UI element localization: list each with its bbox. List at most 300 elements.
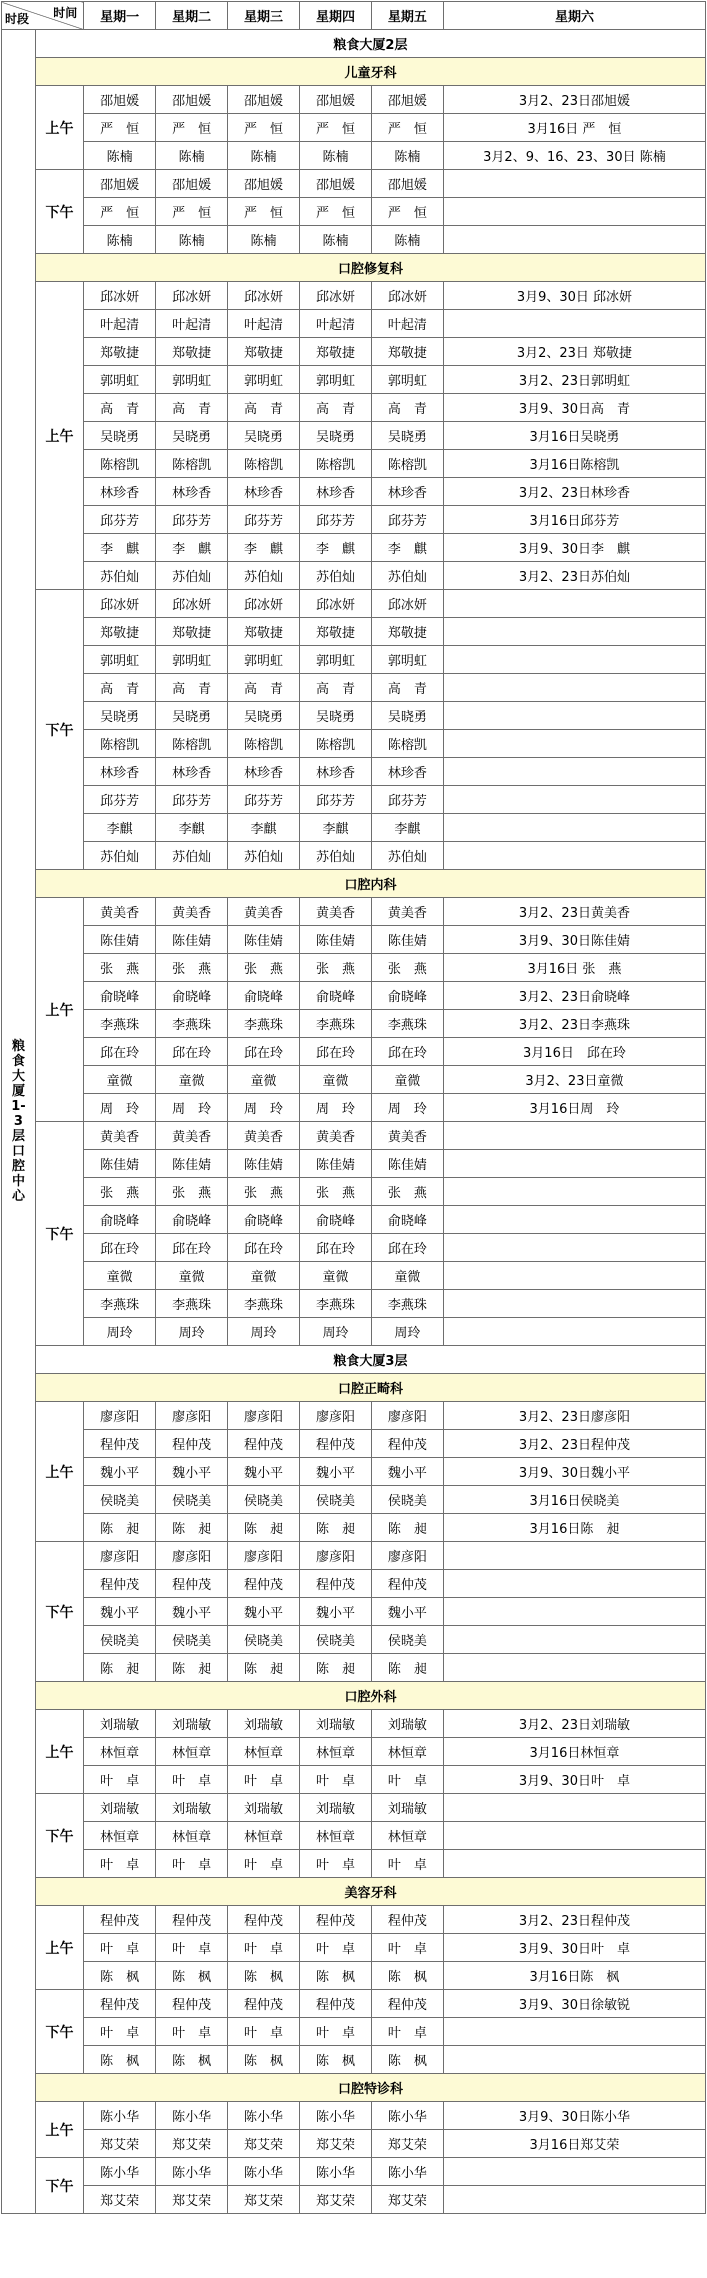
schedule-row — [2, 1066, 706, 1094]
header-row — [2, 2, 706, 30]
schedule-row — [2, 1402, 706, 1430]
schedule-row — [2, 1990, 706, 2018]
doctor-cell: 郭明虹 — [84, 646, 156, 674]
doctor-cell: 叶 卓 — [371, 1850, 443, 1878]
day-header-wednesday: 星期三 — [228, 2, 300, 30]
schedule-row — [2, 394, 706, 422]
doctor-cell: 邱冰妍 — [156, 282, 228, 310]
doctor-cell: 苏伯灿 — [300, 842, 372, 870]
saturday-cell — [443, 1262, 705, 1290]
doctor-cell: 刘瑞敏 — [156, 1710, 228, 1738]
schedule-row — [2, 1038, 706, 1066]
doctor-cell: 叶 卓 — [300, 1850, 372, 1878]
doctor-cell: 刘瑞敏 — [84, 1710, 156, 1738]
saturday-cell: 3月16日林恒章 — [443, 1738, 705, 1766]
doctor-cell: 黄美香 — [371, 1122, 443, 1150]
doctor-cell: 李燕珠 — [84, 1010, 156, 1038]
doctor-cell: 程仲茂 — [156, 1570, 228, 1598]
doctor-cell: 廖彦阳 — [156, 1542, 228, 1570]
doctor-cell: 陈佳婧 — [371, 1150, 443, 1178]
doctor-cell: 童微 — [228, 1262, 300, 1290]
doctor-cell: 叶起清 — [156, 310, 228, 338]
doctor-cell: 陈佳婧 — [156, 926, 228, 954]
doctor-cell: 郑艾荣 — [156, 2130, 228, 2158]
saturday-cell — [443, 814, 705, 842]
doctor-cell: 叶 卓 — [228, 1934, 300, 1962]
doctor-cell: 陈楠 — [156, 226, 228, 254]
doctor-cell: 邱在玲 — [156, 1038, 228, 1066]
doctor-cell: 张 燕 — [156, 954, 228, 982]
day-header-thursday: 星期四 — [300, 2, 372, 30]
doctor-cell: 叶起清 — [300, 310, 372, 338]
doctor-cell: 陈 昶 — [156, 1514, 228, 1542]
doctor-cell: 张 燕 — [300, 954, 372, 982]
building-group-cell — [2, 30, 36, 2214]
doctor-cell: 陈佳婧 — [156, 1150, 228, 1178]
schedule-row — [2, 86, 706, 114]
schedule-row — [2, 2102, 706, 2130]
doctor-cell: 郑艾荣 — [228, 2130, 300, 2158]
doctor-cell: 苏伯灿 — [156, 562, 228, 590]
doctor-cell: 陈榕凯 — [300, 450, 372, 478]
doctor-cell: 郑敬捷 — [156, 338, 228, 366]
period-morning: 上午 — [35, 1906, 83, 1990]
period-morning: 上午 — [35, 282, 83, 590]
doctor-cell: 魏小平 — [300, 1598, 372, 1626]
saturday-cell — [443, 674, 705, 702]
doctor-cell: 张 燕 — [156, 1178, 228, 1206]
doctor-cell: 周玲 — [371, 1318, 443, 1346]
doctor-cell: 童微 — [300, 1066, 372, 1094]
time-label: 时间 — [53, 6, 78, 20]
doctor-cell: 林珍香 — [156, 478, 228, 506]
schedule-row — [2, 786, 706, 814]
doctor-cell: 叶 卓 — [156, 1850, 228, 1878]
schedule-row — [2, 646, 706, 674]
doctor-cell: 郑艾荣 — [84, 2186, 156, 2214]
doctor-cell: 侯晓美 — [300, 1626, 372, 1654]
saturday-cell: 3月2、23日邵旭媛 — [443, 86, 705, 114]
schedule-row — [2, 814, 706, 842]
doctor-cell: 程仲茂 — [300, 1990, 372, 2018]
doctor-cell: 刘瑞敏 — [371, 1710, 443, 1738]
schedule-row — [2, 2158, 706, 2186]
doctor-cell: 陈小华 — [156, 2158, 228, 2186]
saturday-cell: 3月2、9、16、23、30日 陈楠 — [443, 142, 705, 170]
saturday-cell: 3月9、30日叶 卓 — [443, 1766, 705, 1794]
doctor-cell: 李燕珠 — [300, 1010, 372, 1038]
doctor-cell: 黄美香 — [228, 898, 300, 926]
doctor-cell: 林珍香 — [228, 758, 300, 786]
doctor-cell: 黄美香 — [84, 1122, 156, 1150]
doctor-cell: 邱芬芳 — [300, 506, 372, 534]
doctor-cell: 俞晓峰 — [371, 1206, 443, 1234]
doctor-cell: 吴晓勇 — [300, 422, 372, 450]
doctor-cell: 叶 卓 — [84, 1850, 156, 1878]
saturday-cell — [443, 1122, 705, 1150]
doctor-cell: 严 恒 — [300, 198, 372, 226]
schedule-row — [2, 1458, 706, 1486]
doctor-cell: 俞晓峰 — [156, 982, 228, 1010]
day-header-saturday: 星期六 — [443, 2, 705, 30]
doctor-cell: 刘瑞敏 — [371, 1794, 443, 1822]
doctor-cell: 程仲茂 — [84, 1990, 156, 2018]
saturday-cell — [443, 786, 705, 814]
saturday-cell: 3月2、23日黄美香 — [443, 898, 705, 926]
building-group-label: 粮食大厦1-3层口腔中心 — [11, 1039, 26, 1204]
schedule-row — [2, 674, 706, 702]
doctor-cell: 李麒 — [156, 814, 228, 842]
doctor-cell: 严 恒 — [300, 114, 372, 142]
doctor-cell: 程仲茂 — [84, 1906, 156, 1934]
doctor-cell: 叶 卓 — [300, 1934, 372, 1962]
doctor-cell: 张 燕 — [84, 954, 156, 982]
doctor-cell: 邱冰妍 — [228, 282, 300, 310]
doctor-cell: 林恒章 — [371, 1738, 443, 1766]
doctor-cell: 俞晓峰 — [228, 1206, 300, 1234]
doctor-cell: 邱芬芳 — [300, 786, 372, 814]
saturday-cell: 3月9、30日陈小华 — [443, 2102, 705, 2130]
doctor-cell: 侯晓美 — [371, 1626, 443, 1654]
doctor-cell: 李燕珠 — [156, 1290, 228, 1318]
doctor-cell: 廖彦阳 — [371, 1402, 443, 1430]
doctor-cell: 周玲 — [156, 1318, 228, 1346]
saturday-cell: 3月16日侯晓美 — [443, 1486, 705, 1514]
doctor-cell: 邱冰妍 — [300, 590, 372, 618]
schedule-row — [2, 1206, 706, 1234]
doctor-cell: 叶起清 — [371, 310, 443, 338]
schedule-row — [2, 562, 706, 590]
doctor-cell: 邱冰妍 — [84, 282, 156, 310]
doctor-cell: 俞晓峰 — [371, 982, 443, 1010]
doctor-cell: 陈佳婧 — [371, 926, 443, 954]
doctor-cell: 程仲茂 — [228, 1990, 300, 2018]
doctor-cell: 李 麒 — [300, 534, 372, 562]
saturday-cell — [443, 170, 705, 198]
doctor-cell: 叶 卓 — [371, 1766, 443, 1794]
schedule-row — [2, 478, 706, 506]
doctor-cell: 邵旭媛 — [84, 86, 156, 114]
schedule-row — [2, 1822, 706, 1850]
doctor-cell: 叶 卓 — [371, 2018, 443, 2046]
doctor-cell: 周玲 — [228, 1318, 300, 1346]
doctor-cell: 李燕珠 — [371, 1290, 443, 1318]
doctor-cell: 侯晓美 — [84, 1486, 156, 1514]
time-period-corner-cell — [2, 2, 84, 30]
saturday-cell: 3月9、30日高 青 — [443, 394, 705, 422]
schedule-row — [2, 310, 706, 338]
period-morning: 上午 — [35, 1710, 83, 1794]
doctor-cell: 魏小平 — [228, 1598, 300, 1626]
doctor-cell: 郭明虹 — [300, 366, 372, 394]
doctor-cell: 陈 昶 — [300, 1654, 372, 1682]
doctor-cell: 俞晓峰 — [300, 1206, 372, 1234]
doctor-cell: 刘瑞敏 — [228, 1794, 300, 1822]
doctor-cell: 童微 — [371, 1262, 443, 1290]
doctor-cell: 邱在玲 — [300, 1234, 372, 1262]
schedule-row — [2, 226, 706, 254]
saturday-cell: 3月2、23日刘瑞敏 — [443, 1710, 705, 1738]
doctor-cell: 邱在玲 — [84, 1038, 156, 1066]
schedule-row — [2, 1430, 706, 1458]
doctor-cell: 吴晓勇 — [300, 702, 372, 730]
doctor-cell: 陈楠 — [300, 226, 372, 254]
schedule-row — [2, 422, 706, 450]
doctor-cell: 陈佳婧 — [300, 926, 372, 954]
saturday-cell — [443, 702, 705, 730]
doctor-cell: 叶 卓 — [228, 1766, 300, 1794]
doctor-cell: 郑敬捷 — [300, 618, 372, 646]
department-title: 口腔正畸科 — [35, 1374, 705, 1402]
doctor-cell: 魏小平 — [84, 1458, 156, 1486]
doctor-cell: 李燕珠 — [84, 1290, 156, 1318]
doctor-cell: 陈楠 — [371, 226, 443, 254]
doctor-cell: 严 恒 — [84, 198, 156, 226]
doctor-cell: 邵旭媛 — [156, 86, 228, 114]
department-row — [2, 58, 706, 86]
doctor-cell: 陈小华 — [371, 2102, 443, 2130]
doctor-cell: 黄美香 — [300, 898, 372, 926]
schedule-row — [2, 1850, 706, 1878]
saturday-cell: 3月16日 张 燕 — [443, 954, 705, 982]
saturday-cell — [443, 226, 705, 254]
doctor-cell: 林恒章 — [84, 1738, 156, 1766]
schedule-row — [2, 1150, 706, 1178]
doctor-cell: 邱芬芳 — [371, 506, 443, 534]
saturday-cell — [443, 646, 705, 674]
saturday-cell — [443, 2046, 705, 2074]
doctor-cell: 郑敬捷 — [156, 618, 228, 646]
doctor-cell: 陈 枫 — [300, 2046, 372, 2074]
doctor-cell: 程仲茂 — [84, 1430, 156, 1458]
doctor-cell: 陈小华 — [300, 2158, 372, 2186]
period-morning: 上午 — [35, 86, 83, 170]
saturday-cell — [443, 1234, 705, 1262]
doctor-cell: 陈小华 — [228, 2158, 300, 2186]
doctor-cell: 陈楠 — [156, 142, 228, 170]
doctor-cell: 郑艾荣 — [156, 2186, 228, 2214]
doctor-cell: 张 燕 — [371, 954, 443, 982]
saturday-cell: 3月9、30日叶 卓 — [443, 1934, 705, 1962]
period-afternoon: 下午 — [35, 170, 83, 254]
saturday-cell — [443, 1654, 705, 1682]
doctor-cell: 郑敬捷 — [371, 618, 443, 646]
department-title: 口腔修复科 — [35, 254, 705, 282]
saturday-cell: 3月2、23日程仲茂 — [443, 1906, 705, 1934]
doctor-cell: 侯晓美 — [371, 1486, 443, 1514]
department-title: 口腔外科 — [35, 1682, 705, 1710]
doctor-cell: 邱芬芳 — [84, 786, 156, 814]
doctor-cell: 魏小平 — [371, 1598, 443, 1626]
doctor-cell: 周 玲 — [371, 1094, 443, 1122]
doctor-cell: 邵旭媛 — [228, 170, 300, 198]
doctor-cell: 郭明虹 — [156, 646, 228, 674]
schedule-row — [2, 1570, 706, 1598]
doctor-cell: 陈楠 — [371, 142, 443, 170]
doctor-cell: 陈榕凯 — [84, 730, 156, 758]
schedule-body — [2, 2, 706, 2214]
doctor-cell: 吴晓勇 — [84, 422, 156, 450]
doctor-cell: 陈榕凯 — [84, 450, 156, 478]
period-morning: 上午 — [35, 898, 83, 1122]
doctor-cell: 廖彦阳 — [371, 1542, 443, 1570]
doctor-cell: 高 青 — [228, 394, 300, 422]
doctor-cell: 苏伯灿 — [371, 562, 443, 590]
schedule-row — [2, 1542, 706, 1570]
saturday-cell: 3月2、23日 郑敬捷 — [443, 338, 705, 366]
doctor-cell: 邱芬芳 — [228, 786, 300, 814]
doctor-cell: 叶 卓 — [84, 1766, 156, 1794]
doctor-cell: 邱冰妍 — [84, 590, 156, 618]
saturday-cell — [443, 1598, 705, 1626]
department-row — [2, 1374, 706, 1402]
saturday-cell — [443, 1794, 705, 1822]
saturday-cell — [443, 198, 705, 226]
doctor-cell: 童微 — [228, 1066, 300, 1094]
saturday-cell: 3月2、23日廖彦阳 — [443, 1402, 705, 1430]
doctor-cell: 黄美香 — [300, 1122, 372, 1150]
doctor-cell: 魏小平 — [371, 1458, 443, 1486]
period-morning: 上午 — [35, 2102, 83, 2158]
doctor-cell: 刘瑞敏 — [300, 1710, 372, 1738]
schedule-row — [2, 366, 706, 394]
doctor-cell: 邱在玲 — [371, 1234, 443, 1262]
doctor-cell: 高 青 — [84, 394, 156, 422]
doctor-cell: 童微 — [156, 1262, 228, 1290]
schedule-row — [2, 282, 706, 310]
department-row — [2, 2074, 706, 2102]
doctor-cell: 严 恒 — [228, 114, 300, 142]
doctor-cell: 陈榕凯 — [371, 730, 443, 758]
doctor-cell: 李燕珠 — [228, 1010, 300, 1038]
schedule-row — [2, 450, 706, 478]
doctor-cell: 李 麒 — [156, 534, 228, 562]
doctor-cell: 张 燕 — [84, 1178, 156, 1206]
schedule-table — [1, 1, 706, 2214]
doctor-cell: 陈 昶 — [300, 1514, 372, 1542]
doctor-cell: 吴晓勇 — [156, 702, 228, 730]
period-afternoon: 下午 — [35, 1794, 83, 1878]
saturday-cell: 3月2、23日俞晓峰 — [443, 982, 705, 1010]
saturday-cell — [443, 618, 705, 646]
doctor-cell: 严 恒 — [156, 198, 228, 226]
doctor-cell: 侯晓美 — [228, 1626, 300, 1654]
doctor-cell: 郭明虹 — [371, 366, 443, 394]
department-row — [2, 1878, 706, 1906]
doctor-cell: 陈 枫 — [228, 2046, 300, 2074]
doctor-cell: 陈楠 — [228, 142, 300, 170]
doctor-cell: 郭明虹 — [300, 646, 372, 674]
doctor-cell: 高 青 — [228, 674, 300, 702]
doctor-cell: 李 麒 — [371, 534, 443, 562]
saturday-cell — [443, 1850, 705, 1878]
schedule-row — [2, 142, 706, 170]
doctor-cell: 童微 — [84, 1262, 156, 1290]
floor-row — [2, 1346, 706, 1374]
doctor-cell: 俞晓峰 — [300, 982, 372, 1010]
saturday-cell: 3月9、30日陈佳婧 — [443, 926, 705, 954]
doctor-cell: 李麒 — [84, 814, 156, 842]
doctor-cell: 李 麒 — [84, 534, 156, 562]
doctor-cell: 黄美香 — [84, 898, 156, 926]
doctor-cell: 黄美香 — [228, 1122, 300, 1150]
doctor-cell: 陈佳婧 — [84, 926, 156, 954]
schedule-row — [2, 1794, 706, 1822]
doctor-cell: 魏小平 — [156, 1458, 228, 1486]
doctor-cell: 刘瑞敏 — [300, 1794, 372, 1822]
schedule-row — [2, 338, 706, 366]
doctor-cell: 魏小平 — [84, 1598, 156, 1626]
doctor-cell: 林珍香 — [228, 478, 300, 506]
day-header-monday: 星期一 — [84, 2, 156, 30]
doctor-cell: 高 青 — [300, 394, 372, 422]
doctor-cell: 陈小华 — [156, 2102, 228, 2130]
doctor-cell: 林恒章 — [228, 1822, 300, 1850]
doctor-cell: 吴晓勇 — [84, 702, 156, 730]
doctor-cell: 陈小华 — [228, 2102, 300, 2130]
saturday-cell — [443, 758, 705, 786]
period-afternoon: 下午 — [35, 2158, 83, 2214]
schedule-row — [2, 1598, 706, 1626]
doctor-cell: 程仲茂 — [228, 1570, 300, 1598]
doctor-cell: 童微 — [371, 1066, 443, 1094]
doctor-cell: 严 恒 — [228, 198, 300, 226]
saturday-cell: 3月2、23日林珍香 — [443, 478, 705, 506]
saturday-cell: 3月9、30日魏小平 — [443, 1458, 705, 1486]
saturday-cell: 3月2、23日程仲茂 — [443, 1430, 705, 1458]
doctor-cell: 高 青 — [84, 674, 156, 702]
doctor-cell: 郑敬捷 — [300, 338, 372, 366]
doctor-cell: 侯晓美 — [300, 1486, 372, 1514]
saturday-cell: 3月16日陈 昶 — [443, 1514, 705, 1542]
doctor-cell: 陈 枫 — [371, 2046, 443, 2074]
schedule-row — [2, 1122, 706, 1150]
saturday-cell: 3月2、23日童微 — [443, 1066, 705, 1094]
doctor-cell: 李燕珠 — [371, 1010, 443, 1038]
doctor-cell: 童微 — [300, 1262, 372, 1290]
doctor-cell: 周 玲 — [156, 1094, 228, 1122]
doctor-cell: 郭明虹 — [228, 646, 300, 674]
doctor-cell: 陈 昶 — [84, 1654, 156, 1682]
doctor-cell: 郑敬捷 — [371, 338, 443, 366]
schedule-row — [2, 170, 706, 198]
doctor-cell: 林恒章 — [300, 1738, 372, 1766]
schedule-row — [2, 114, 706, 142]
doctor-cell: 邱在玲 — [84, 1234, 156, 1262]
doctor-cell: 陈榕凯 — [300, 730, 372, 758]
saturday-cell: 3月16日陈榕凯 — [443, 450, 705, 478]
doctor-cell: 郑艾荣 — [84, 2130, 156, 2158]
department-title: 口腔内科 — [35, 870, 705, 898]
doctor-cell: 周 玲 — [84, 1094, 156, 1122]
doctor-cell: 郑艾荣 — [300, 2130, 372, 2158]
schedule-row — [2, 534, 706, 562]
saturday-cell — [443, 730, 705, 758]
doctor-cell: 邱芬芳 — [84, 506, 156, 534]
doctor-cell: 严 恒 — [371, 114, 443, 142]
doctor-cell: 苏伯灿 — [84, 842, 156, 870]
schedule-row — [2, 1654, 706, 1682]
doctor-cell: 魏小平 — [156, 1598, 228, 1626]
schedule-row — [2, 1010, 706, 1038]
doctor-cell: 严 恒 — [371, 198, 443, 226]
doctor-cell: 邱芬芳 — [228, 506, 300, 534]
floor-title: 粮食大厦3层 — [35, 1346, 705, 1374]
schedule-row — [2, 1178, 706, 1206]
doctor-cell: 苏伯灿 — [228, 562, 300, 590]
doctor-cell: 李燕珠 — [156, 1010, 228, 1038]
doctor-cell: 林恒章 — [300, 1822, 372, 1850]
